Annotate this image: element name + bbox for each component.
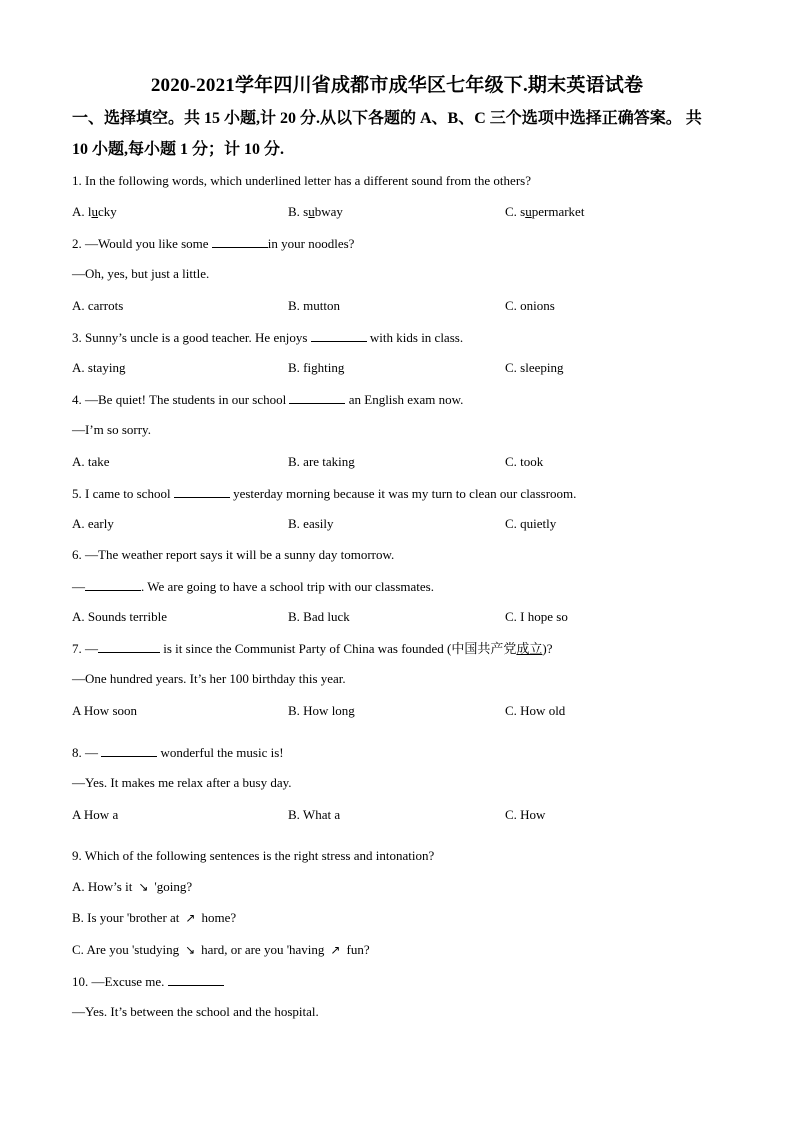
question-8-reply: —Yes. It makes me relax after a busy day. <box>72 775 292 790</box>
section-instruction-line2: 10 小题,每小题 1 分；计 10 分. <box>72 141 285 158</box>
rising-intonation-icon: ↗ <box>185 911 196 925</box>
q8-option-c: C. How <box>505 807 546 822</box>
q1-option-c: C. supermarket <box>505 204 585 219</box>
section-instruction-line1: 一、选择填空。共 15 小题,计 20 分.从以下各题的 A、B、C 三个选项中选择正确答案。 共 <box>72 110 702 127</box>
rising-intonation-icon: ↗ <box>330 943 341 957</box>
answer-blank <box>168 973 224 986</box>
q3-option-b: B. fighting <box>288 360 345 375</box>
question-10-stem: 10. —Excuse me. <box>72 973 224 990</box>
q7-option-a: A How soon <box>72 703 138 718</box>
q4-option-b: B. are taking <box>288 454 355 469</box>
q7-option-b: B. How long <box>288 703 355 718</box>
q2-option-c: C. onions <box>505 298 555 313</box>
question-3-options <box>72 360 722 376</box>
falling-intonation-icon: ↘ <box>185 943 196 957</box>
q4-option-c: C. took <box>505 454 544 469</box>
q3-option-a: A. staying <box>72 360 126 375</box>
q9-option-a: A. How’s it ↘ 'going? <box>72 879 193 894</box>
q8-option-b: B. What a <box>288 807 341 822</box>
question-2-stem: 2. —Would you like some in your noodles? <box>72 236 355 251</box>
question-6-stem: 6. —The weather report says it will be a sunny day tomorrow. <box>72 547 395 562</box>
question-3-stem: 3. Sunny’s uncle is a good teacher. He enjoys with kids in class. <box>72 330 464 345</box>
question-7-reply: —One hundred years. It’s her 100 birthday this year. <box>72 671 346 686</box>
question-5-stem: 5. I came to school yesterday morning because it was my turn to clean our classroom. <box>72 486 577 501</box>
question-7-options <box>72 703 722 719</box>
answer-blank <box>174 485 230 498</box>
q8-option-a: A How a <box>72 807 119 822</box>
question-2-options <box>72 298 722 314</box>
q9-option-c: C. Are you 'studying ↘ hard, or are you 'having ↗ fun? <box>72 942 370 957</box>
q4-option-a: A. take <box>72 454 110 469</box>
q6-option-a: A. Sounds terrible <box>72 609 167 624</box>
question-7-stem: 7. — is it since the Communist Party of China was founded (中国共产党成立)? <box>72 641 553 656</box>
q1-option-a: A. lucky <box>72 204 117 219</box>
question-6-options <box>72 609 722 625</box>
q2-option-a: A. carrots <box>72 298 124 313</box>
q3-option-c: C. sleeping <box>505 360 564 375</box>
question-8-stem: 8. — wonderful the music is! <box>72 745 284 760</box>
answer-blank <box>98 640 160 653</box>
q1-option-b: B. subway <box>288 204 343 219</box>
answer-blank <box>311 329 367 342</box>
q6-option-b: B. Bad luck <box>288 609 350 624</box>
question-5-options <box>72 516 722 532</box>
q9-option-b: B. Is your 'brother at ↗ home? <box>72 910 237 925</box>
q6-option-c: C. I hope so <box>505 609 568 624</box>
question-6-reply: — . We are going to have a school trip with our classmates. <box>72 579 434 594</box>
question-4-reply: —I’m so sorry. <box>72 422 151 437</box>
q5-option-a: A. early <box>72 516 114 531</box>
q7-option-c: C. How old <box>505 703 566 718</box>
question-4-stem: 4. —Be quiet! The students in our school an English exam now. <box>72 392 464 407</box>
answer-blank <box>85 578 141 591</box>
answer-blank <box>101 744 157 757</box>
page-title: 2020-2021学年四川省成都市成华区七年级下.期末英语试卷 <box>150 75 644 96</box>
answer-blank <box>289 391 345 404</box>
question-10-reply: —Yes. It’s between the school and the hospital. <box>72 1004 319 1019</box>
question-9-stem: 9. Which of the following sentences is the right stress and intonation? <box>72 848 435 863</box>
question-4-options <box>72 454 722 470</box>
q5-option-c: C. quietly <box>505 516 557 531</box>
question-1-stem: 1. In the following words, which underlined letter has a different sound from the others? <box>72 173 531 188</box>
falling-intonation-icon: ↘ <box>138 880 149 894</box>
question-1-options <box>72 204 722 220</box>
answer-blank <box>212 235 268 248</box>
question-8-options <box>72 807 722 823</box>
question-2-reply: —Oh, yes, but just a little. <box>72 266 210 281</box>
q2-option-b: B. mutton <box>288 298 341 313</box>
q5-option-b: B. easily <box>288 516 334 531</box>
